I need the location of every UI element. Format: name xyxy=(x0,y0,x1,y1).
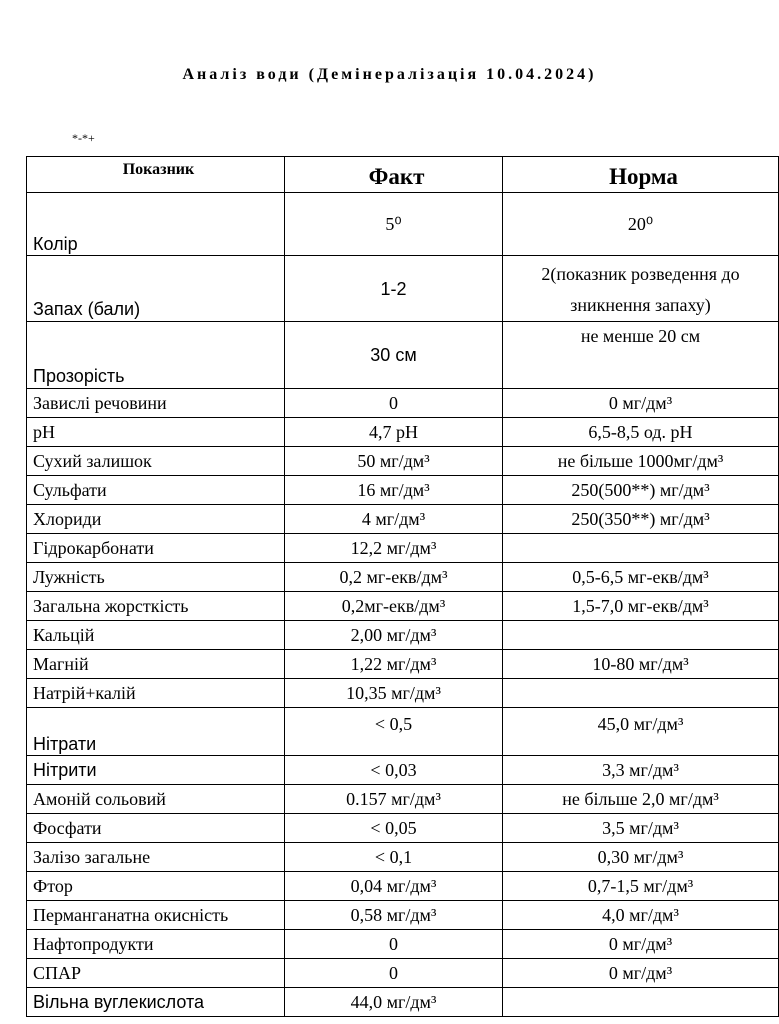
table-row xyxy=(27,814,779,843)
norm-cell: 0 мг/дм³ xyxy=(503,930,779,959)
fact-cell: < 0,03 xyxy=(285,756,503,785)
table-row xyxy=(27,389,779,418)
indicator-cell: Вільна вуглекислота xyxy=(27,988,285,1017)
norm-cell: 45,0 мг/дм³ xyxy=(503,708,779,756)
indicator-cell: Нітрити xyxy=(27,756,285,785)
table-row xyxy=(27,679,779,708)
norm-cell: 3,5 мг/дм³ xyxy=(503,814,779,843)
fact-cell: 30 см xyxy=(285,322,503,389)
fact-cell: 0,2 мг-екв/дм³ xyxy=(285,563,503,592)
norm-cell: 6,5-8,5 од. pH xyxy=(503,418,779,447)
norm-cell xyxy=(503,679,779,708)
norm-cell: 0,30 мг/дм³ xyxy=(503,843,779,872)
table-row xyxy=(27,650,779,679)
indicator-cell: Запах (бали) xyxy=(27,256,285,322)
indicator-cell: Кальцій xyxy=(27,621,285,650)
table-row xyxy=(27,418,779,447)
fact-cell: 4,7 pH xyxy=(285,418,503,447)
header-indicator: Показник xyxy=(27,157,285,193)
table-row xyxy=(27,322,779,389)
indicator-cell: Гідрокарбонати xyxy=(27,534,285,563)
fact-cell: 1-2 xyxy=(285,256,503,322)
fact-cell: < 0,1 xyxy=(285,843,503,872)
indicator-cell: Магній xyxy=(27,650,285,679)
norm-cell: 0,7-1,5 мг/дм³ xyxy=(503,872,779,901)
table-row xyxy=(27,756,779,785)
norm-cell: 250(500**) мг/дм³ xyxy=(503,476,779,505)
fact-cell: 2,00 мг/дм³ xyxy=(285,621,503,650)
table-row xyxy=(27,843,779,872)
norm-cell: 4,0 мг/дм³ xyxy=(503,901,779,930)
table-row xyxy=(27,592,779,621)
norm-cell: 250(350**) мг/дм³ xyxy=(503,505,779,534)
indicator-cell: Хлориди xyxy=(27,505,285,534)
table-row xyxy=(27,476,779,505)
norm-cell xyxy=(503,621,779,650)
norm-cell: не менше 20 см xyxy=(503,322,779,389)
table-row xyxy=(27,959,779,988)
fact-cell: 1,22 мг/дм³ xyxy=(285,650,503,679)
norm-cell: 20⁰ xyxy=(503,193,779,256)
fact-cell: 0 xyxy=(285,959,503,988)
table-row xyxy=(27,988,779,1017)
indicator-cell: Фосфати xyxy=(27,814,285,843)
table-row xyxy=(27,534,779,563)
header-norm: Норма xyxy=(503,157,779,193)
norm-cell: 1,5-7,0 мг-екв/дм³ xyxy=(503,592,779,621)
fact-cell: 0,04 мг/дм³ xyxy=(285,872,503,901)
table-row xyxy=(27,708,779,756)
fact-cell: 16 мг/дм³ xyxy=(285,476,503,505)
indicator-cell: СПАР xyxy=(27,959,285,988)
fact-cell: 0.157 мг/дм³ xyxy=(285,785,503,814)
norm-cell: 0 мг/дм³ xyxy=(503,959,779,988)
fact-cell: < 0,5 xyxy=(285,708,503,756)
fact-cell: 44,0 мг/дм³ xyxy=(285,988,503,1017)
fact-cell: 0,2мг-екв/дм³ xyxy=(285,592,503,621)
table-row xyxy=(27,930,779,959)
fact-cell: < 0,05 xyxy=(285,814,503,843)
indicator-cell: Прозорість xyxy=(27,322,285,389)
indicator-cell: Лужність xyxy=(27,563,285,592)
norm-cell xyxy=(503,534,779,563)
fact-cell: 0 xyxy=(285,389,503,418)
fact-cell: 4 мг/дм³ xyxy=(285,505,503,534)
fact-cell: 50 мг/дм³ xyxy=(285,447,503,476)
table-row xyxy=(27,505,779,534)
indicator-cell: Сульфати xyxy=(27,476,285,505)
table-row xyxy=(27,901,779,930)
indicator-cell: Завислі речовини xyxy=(27,389,285,418)
table-row xyxy=(27,563,779,592)
norm-cell: 0,5-6,5 мг-екв/дм³ xyxy=(503,563,779,592)
indicator-cell: pH xyxy=(27,418,285,447)
table-row xyxy=(27,256,779,322)
table-header-row xyxy=(27,157,779,193)
table-row xyxy=(27,193,779,256)
indicator-cell: Загальна жорсткість xyxy=(27,592,285,621)
table-row xyxy=(27,872,779,901)
norm-cell xyxy=(503,988,779,1017)
indicator-cell: Залізо загальне xyxy=(27,843,285,872)
table-row xyxy=(27,447,779,476)
norm-cell: 3,3 мг/дм³ xyxy=(503,756,779,785)
norm-cell: 2(показник розведення до зникнення запаху) xyxy=(503,256,779,322)
page-mark: *-*+ xyxy=(72,131,95,145)
indicator-cell: Нафтопродукти xyxy=(27,930,285,959)
norm-cell: 0 мг/дм³ xyxy=(503,389,779,418)
indicator-cell: Амоній сольовий xyxy=(27,785,285,814)
header-fact: Факт xyxy=(285,157,503,193)
fact-cell: 0 xyxy=(285,930,503,959)
indicator-cell: Колір xyxy=(27,193,285,256)
indicator-cell: Сухий залишок xyxy=(27,447,285,476)
fact-cell: 12,2 мг/дм³ xyxy=(285,534,503,563)
fact-cell: 0,58 мг/дм³ xyxy=(285,901,503,930)
indicator-cell: Натрій+калій xyxy=(27,679,285,708)
fact-cell: 5⁰ xyxy=(285,193,503,256)
document-title: Аналіз води (Демінералізація 10.04.2024) xyxy=(182,66,597,83)
indicator-cell: Перманганатна окисність xyxy=(27,901,285,930)
norm-cell: не більше 2,0 мг/дм³ xyxy=(503,785,779,814)
table-row xyxy=(27,785,779,814)
table-row xyxy=(27,621,779,650)
norm-cell: 10-80 мг/дм³ xyxy=(503,650,779,679)
water-analysis-table xyxy=(26,156,779,1017)
norm-cell: не більше 1000мг/дм³ xyxy=(503,447,779,476)
indicator-cell: Нітрати xyxy=(27,708,285,756)
indicator-cell: Фтор xyxy=(27,872,285,901)
fact-cell: 10,35 мг/дм³ xyxy=(285,679,503,708)
